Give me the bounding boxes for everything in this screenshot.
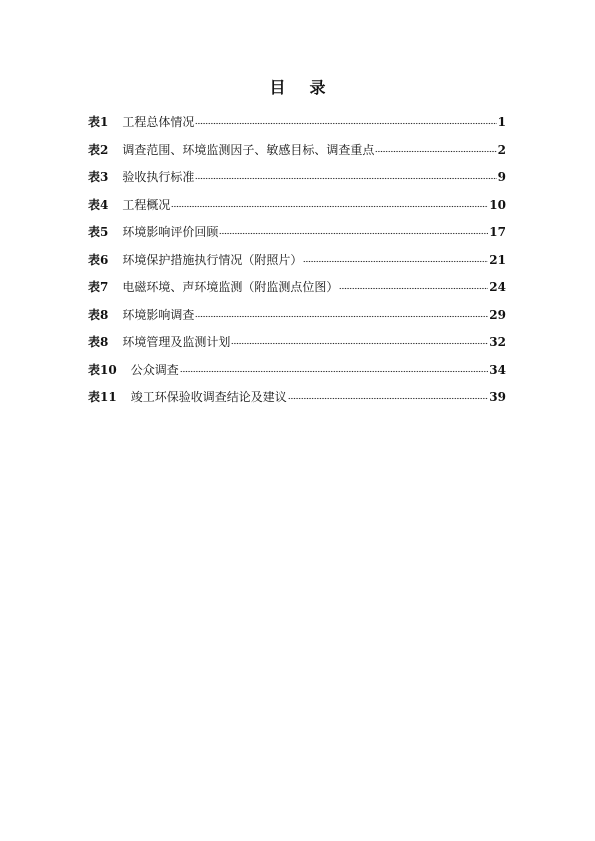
toc-entry[interactable] (88, 247, 506, 275)
toc-entry-page-number: 2 (497, 142, 506, 157)
toc-entry-label: 表7 (88, 280, 109, 294)
toc-entry-title: 环境影响评价回顾 (122, 225, 219, 239)
toc-entry-title: 环境保护措施执行情况（附照片） (122, 252, 303, 267)
dot-leader (231, 342, 488, 345)
toc-entry-label: 表2 (88, 142, 109, 157)
toc-entry[interactable] (88, 137, 506, 165)
toc-entry[interactable] (88, 357, 506, 385)
toc-entry-label: 表11 (88, 390, 117, 404)
toc-entry-label: 表8 (88, 307, 109, 322)
toc-entry-label: 表1 (88, 115, 109, 129)
toc-entry-label: 表8 (88, 335, 109, 349)
dot-leader (288, 397, 489, 400)
dot-leader (195, 122, 496, 125)
dot-leader (303, 260, 488, 263)
dot-leader (180, 370, 489, 373)
toc-entry[interactable] (88, 109, 506, 137)
toc-entry-title: 竣工环保验收调查结论及建议 (130, 390, 287, 404)
toc-entry-title: 环境管理及监测计划 (122, 335, 231, 349)
toc-entry[interactable] (88, 329, 506, 357)
toc-entry-title: 公众调查 (130, 362, 179, 377)
toc-entry-page-number: 21 (489, 252, 506, 267)
toc-entry-page-number: 39 (489, 390, 506, 404)
dot-leader (171, 205, 488, 208)
toc-list (88, 109, 506, 412)
dot-leader (219, 232, 488, 235)
toc-entry-page-number: 10 (489, 197, 506, 212)
toc-entry-title: 调查范围、环境监测因子、敏感目标、调查重点 (122, 142, 375, 157)
toc-entry-title: 环境影响调查 (122, 307, 195, 322)
toc-entry[interactable] (88, 219, 506, 247)
toc-entry-page-number: 24 (489, 280, 506, 294)
toc-entry[interactable] (88, 302, 506, 330)
toc-entry[interactable] (88, 274, 506, 302)
dot-leader (195, 315, 488, 318)
toc-entry-page-number: 29 (489, 307, 506, 322)
dot-leader (375, 150, 496, 153)
toc-entry-label: 表6 (88, 252, 109, 267)
toc-title: 目 录 (269, 78, 330, 97)
toc-entry-page-number: 9 (497, 170, 506, 184)
toc-entry-title: 工程总体情况 (122, 115, 195, 129)
toc-entry[interactable] (88, 384, 506, 412)
toc-entry-page-number: 32 (489, 335, 506, 349)
dot-leader (339, 287, 488, 290)
dot-leader (195, 177, 496, 180)
toc-entry[interactable] (88, 164, 506, 192)
toc-entry-label: 表10 (88, 362, 117, 377)
toc-entry-title: 工程概况 (122, 197, 171, 212)
toc-entry-label: 表3 (88, 170, 109, 184)
toc-entry-page-number: 1 (497, 115, 506, 129)
toc-entry-label: 表5 (88, 225, 109, 239)
toc-entry-page-number: 17 (489, 225, 506, 239)
toc-entry-label: 表4 (88, 197, 109, 212)
toc-entry-page-number: 34 (489, 362, 506, 377)
toc-entry-title: 电磁环境、声环境监测（附监测点位图） (122, 280, 339, 294)
toc-entry[interactable] (88, 192, 506, 220)
toc-entry-title: 验收执行标准 (122, 170, 195, 184)
